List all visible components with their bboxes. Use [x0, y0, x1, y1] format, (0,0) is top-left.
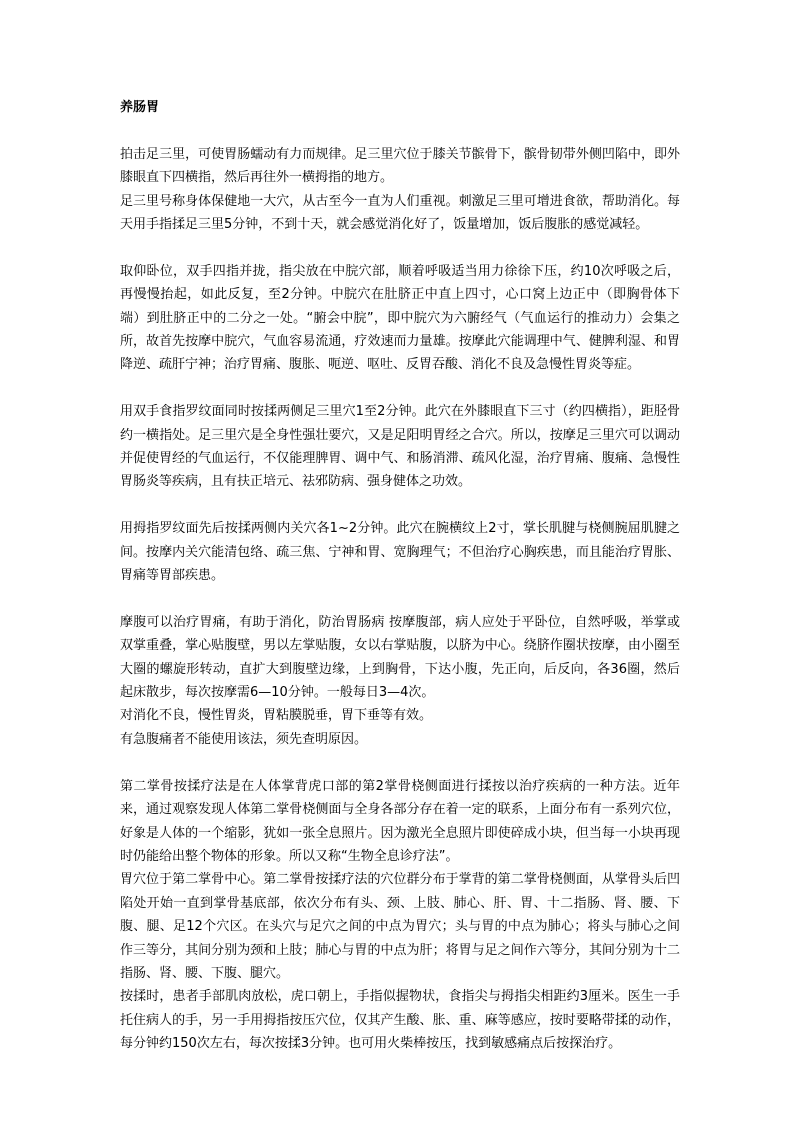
paragraph-zusanli-tapping: 拍击足三里，可使胃肠蠕动有力而规律。足三里穴位于膝关节髌骨下，髌骨韧带外侧凹陷中，即外膝眼直下四横指，然后再往外一横拇指的地方。: [120, 146, 680, 186]
paragraph-zusanli-importance: 足三里号称身体保健地一大穴，从古至今一直为人们重视。刺激足三里可增进食欲，帮助消化。每天用手指揉足三里5分钟，不到十天，就会感觉消化好了，饭量增加，饭后腹胀的感觉减轻。: [120, 193, 680, 233]
paragraph-abdomen-caution: 有急腹痛者不能使用该法，须先查明原因。: [120, 731, 368, 747]
paragraph-abdomen-massage: 摩腹可以治疗胃痛，有助于消化，防治胃肠病 按摩腹部，病人应处于平卧位，自然呼吸，举掌或双掌重叠，掌心贴腹壁，男以左掌贴腹，女以右掌贴腹，以脐为中心。绕脐作圈状按摩，由小圈至大圈的螺旋形转动，直扩大到腹壁边缘，上到胸骨，下达小腹，先正向，后反向，各36圈，然后起床散步，每次按摩需6—10分钟。一般每日3—4次。: [120, 614, 680, 701]
paragraph-metacarpal-method: 按揉时，患者手部肌肉放松，虎口朝上，手指似握物状，食指尖与拇指尖相距约3厘米。医生一手托住病人的手，另一手用拇指按压穴位，仅其产生酸、胀、重、麻等感应，按时要略带揉的动作，每分钟约150次左右，每次按揉3分钟。也可用火柴棒按压，找到敏感痛点后按探治疗。: [120, 989, 680, 1052]
paragraph-neiguan-massage: 用拇指罗纹面先后按揉两侧内关穴各1~2分钟。此穴在腕横纹上2寸，掌长肌腱与桡侧腕屈肌腱之间。按摩内关穴能清包络、疏三焦、宁神和胃、宽胸理气；不但治疗心胸疾患，而且能治疗胃胀、胃痛等胃部疾患。: [120, 521, 680, 584]
document-title: 养肠胃: [120, 100, 160, 115]
document-page: [120, 96, 680, 1056]
paragraph-abdomen-effects: 对消化不良，慢性胃炎，胃粘膜脱垂，胃下垂等有效。: [120, 708, 433, 724]
paragraph-zusanli-massage: 用双手食指罗纹面同时按揉两侧足三里穴1至2分钟。此穴在外膝眼直下三寸（约四横指），距胫骨约一横指处。足三里穴是全身性强壮要穴，又是足阳明胃经之合穴。所以，按摩足三里穴可以调动并促使胃经的气血运行，不仅能理脾胃、调中气、和肠消滞、疏风化湿，治疗胃痛、腹痛、急慢性胃肠炎等疾病，且有扶正培元、祛邪防病、强身健体之功效。: [120, 404, 680, 490]
paragraph-gap: [120, 587, 680, 610]
paragraph-metacarpal-points: 胃穴位于第二掌骨中心。第二掌骨按揉疗法的穴位群分布于掌背的第二掌骨桡侧面，从掌骨头后凹陷处开始一直到掌骨基底部，依次分布有头、颈、上肢、肺心、肝、胃、十二指肠、肾、腰、下腹、腿、足12个穴区。在头穴与足穴之间的中点为胃穴；头与胃的中点为肺心；将头与肺心之间作三等分，其间分别为颈和上肢；肺心与胃的中点为肝；将胃与足之间作六等分，其间分别为十二指肠、肾、腰、下腹、腿穴。: [120, 872, 680, 981]
paragraph-gap: [120, 236, 680, 259]
paragraph-gap: [120, 377, 680, 400]
paragraph-metacarpal-intro: 第二掌骨按揉疗法是在人体掌背虎口部的第2掌骨桡侧面进行揉按以治疗疾病的一种方法。近年来，通过观察发现人体第二掌骨桡侧面与全身各部分存在着一定的联系，上面分布有一系列穴位，好象是人体的一个缩影，犹如一张全息照片。因为激光全息照片即使碎成小块，但当每一小块再现时仍能给出整个物体的形象。所以又称“生物全息诊疗法”。: [120, 778, 680, 864]
paragraph-gap: [120, 751, 680, 774]
paragraph-gap: [120, 494, 680, 517]
paragraph-zhongwan-massage: 取仰卧位，双手四指并拢，指尖放在中脘穴部，顺着呼吸适当用力徐徐下压，约10次呼吸之后，再慢慢抬起，如此反复，至2分钟。中脘穴在肚脐正中直上四寸，心口窝上边正中（即胸骨体下端）到肚脐正中的二分之一处。“腑会中脘”，即中脘穴为六腑经气（气血运行的推动力）会集之所，故首先按摩中脘穴，气血容易流通，疗效速而力量雄。按摩此穴能调理中气、健脾利湿、和胃降逆、疏肝宁神；治疗胃痛、腹胀、呃逆、呕吐、反胃吞酸、消化不良及急慢性胃炎等症。: [120, 263, 680, 373]
